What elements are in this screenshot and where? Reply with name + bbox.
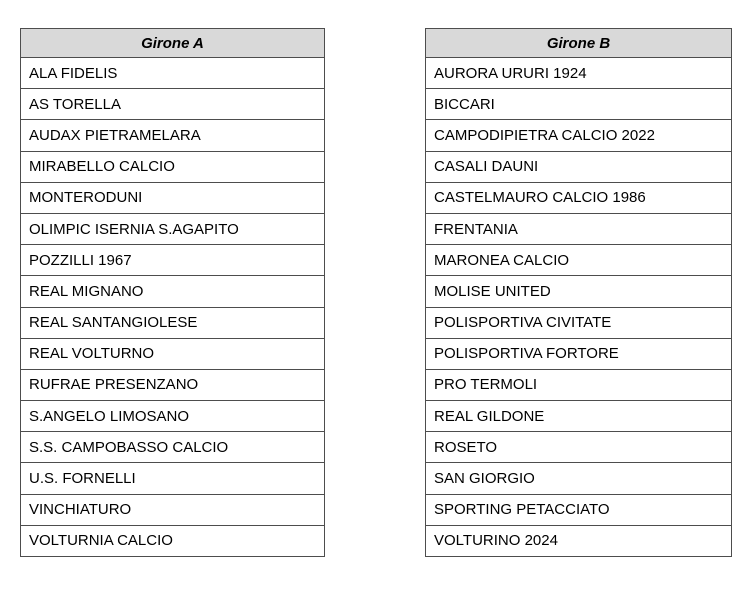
group-b-team-name: REAL GILDONE (426, 401, 732, 432)
group-b-team-name: CAMPODIPIETRA CALCIO 2022 (426, 120, 732, 151)
group-b-team-name: PRO TERMOLI (426, 369, 732, 400)
group-a-team-row (21, 151, 325, 182)
group-a-team-row (21, 182, 325, 213)
group-a-team-row (21, 338, 325, 369)
group-b-team-row (426, 494, 732, 525)
group-b-team-row (426, 58, 732, 89)
group-a-team-name: VINCHIATURO (21, 494, 325, 525)
group-b-team-name: BICCARI (426, 89, 732, 120)
group-b-team-name: CASALI DAUNI (426, 151, 732, 182)
group-b-team-name: SAN GIORGIO (426, 463, 732, 494)
group-a-team-row (21, 276, 325, 307)
group-b-team-row (426, 369, 732, 400)
group-b-team-row (426, 463, 732, 494)
group-a-team-name: OLIMPIC ISERNIA S.AGAPITO (21, 213, 325, 244)
group-b-team-row (426, 401, 732, 432)
group-b-team-row (426, 338, 732, 369)
group-b-team-row (426, 120, 732, 151)
group-b-team-row (426, 182, 732, 213)
group-a-team-name: REAL SANTANGIOLESE (21, 307, 325, 338)
group-a-table (20, 28, 325, 557)
group-a-team-row (21, 307, 325, 338)
group-b-team-row (426, 525, 732, 556)
group-b-team-name: FRENTANIA (426, 213, 732, 244)
group-a-team-name: REAL VOLTURNO (21, 338, 325, 369)
group-a-team-row (21, 120, 325, 151)
group-a-team-name: VOLTURNIA CALCIO (21, 525, 325, 556)
group-a-team-row (21, 369, 325, 400)
group-a-team-name: ALA FIDELIS (21, 58, 325, 89)
group-b-team-row (426, 89, 732, 120)
group-b-team-row (426, 432, 732, 463)
group-b-team-name: MOLISE UNITED (426, 276, 732, 307)
group-b-table (425, 28, 732, 557)
group-b-header-row (426, 29, 732, 58)
group-a-team-name: MONTERODUNI (21, 182, 325, 213)
group-a-team-name: S.S. CAMPOBASSO CALCIO (21, 432, 325, 463)
group-a-header-row (21, 29, 325, 58)
group-a-team-row (21, 213, 325, 244)
group-b-team-name: POLISPORTIVA FORTORE (426, 338, 732, 369)
group-a-team-name: MIRABELLO CALCIO (21, 151, 325, 182)
group-b-team-name: MARONEA CALCIO (426, 245, 732, 276)
group-a-team-row (21, 525, 325, 556)
group-a-team-row (21, 494, 325, 525)
group-b-team-name: POLISPORTIVA CIVITATE (426, 307, 732, 338)
group-a-team-row (21, 463, 325, 494)
group-a-team-row (21, 58, 325, 89)
group-a-team-name: S.ANGELO LIMOSANO (21, 401, 325, 432)
group-a-team-row (21, 432, 325, 463)
group-b-team-row (426, 307, 732, 338)
group-a-title: Girone A (21, 29, 325, 58)
group-a-team-row (21, 89, 325, 120)
group-b-title: Girone B (426, 29, 732, 58)
group-b-team-name: SPORTING PETACCIATO (426, 494, 732, 525)
group-b-team-row (426, 245, 732, 276)
group-a-team-name: REAL MIGNANO (21, 276, 325, 307)
group-b-team-name: VOLTURINO 2024 (426, 525, 732, 556)
group-b-team-row (426, 276, 732, 307)
group-b-team-name: CASTELMAURO CALCIO 1986 (426, 182, 732, 213)
group-b-team-row (426, 151, 732, 182)
group-b-body (426, 58, 732, 557)
group-a-team-name: AS TORELLA (21, 89, 325, 120)
group-a-team-row (21, 245, 325, 276)
group-a-team-name: RUFRAE PRESENZANO (21, 369, 325, 400)
group-a-body (21, 58, 325, 557)
group-b-team-row (426, 213, 732, 244)
group-a-team-name: U.S. FORNELLI (21, 463, 325, 494)
group-b-team-name: ROSETO (426, 432, 732, 463)
group-a-team-row (21, 401, 325, 432)
group-a-team-name: AUDAX PIETRAMELARA (21, 120, 325, 151)
group-a-team-name: POZZILLI 1967 (21, 245, 325, 276)
group-b-team-name: AURORA URURI 1924 (426, 58, 732, 89)
